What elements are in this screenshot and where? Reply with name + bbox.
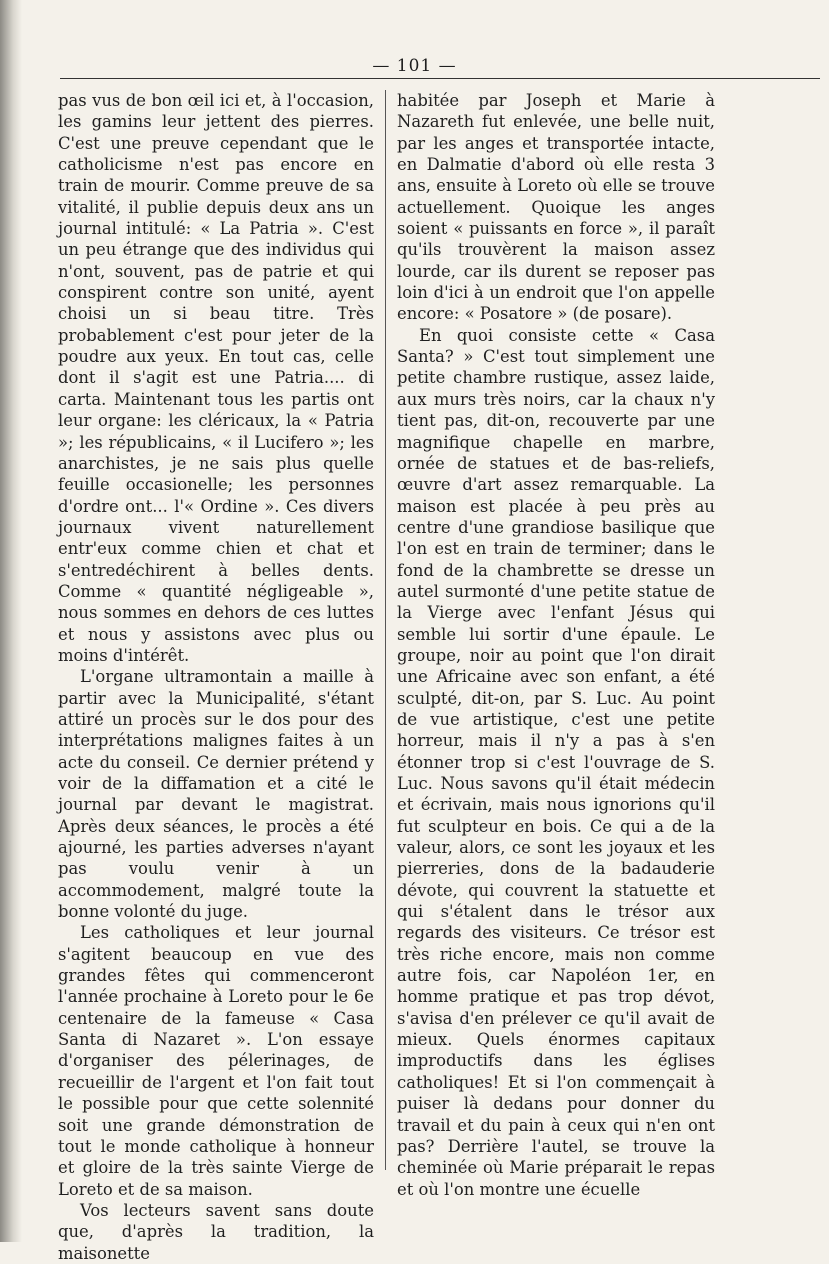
left-column (58, 90, 374, 1264)
paragraph: L'organe ultramontain a maille à partir avec la Municipalité, s'étant attiré un procès sur le dos pour des interprétations malignes faites à un acte du conseil. Ce dernier prétend y voir de la diffamation et a cité le journal par devant le magistrat. Après deux séances, le procès a été ajourné, les parties adverses n'ayant pas voulu venir à un accommodement, malgré toute la bonne volonté du juge. (58, 667, 374, 922)
page-edge-shadow (0, 0, 22, 1242)
column-divider (385, 90, 386, 1170)
page-number: — 101 — (372, 56, 457, 76)
paragraph: Les catholiques et leur journal s'agitent beaucoup en vue des grandes fêtes qui commenceront l'année prochaine à Loreto pour le 6e centenaire de la fameuse « Casa Santa di Nazaret ». L'on essaye d'organiser des pélerinages, de recueillir de l'argent et l'on fait tout le possible pour que cette solennité soit une grande démonstration de tout le monde catholique à honneur et gloire de la très sainte Vierge de Loreto et de sa maison. (58, 923, 374, 1199)
right-column (397, 90, 715, 1200)
paragraph: pas vus de bon œil ici et, à l'occasion, les gamins leur jettent des pierres. C'est une preuve cependant que le catholicisme n'est pas encore en train de mourir. Comme preuve de sa vitalité, il publie depuis deux ans un journal intitulé: « La Patria ». C'est un peu étrange que des individus qui n'ont, souvent, pas de patrie et qui conspirent contre son unité, ayent choisi un si beau titre. Très probablement c'est pour jeter de la poudre aux yeux. En tout cas, celle dont il s'agit est une Patria.... di carta. Maintenant tous les partis ont leur organe: les cléricaux, la « Patria »; les républicains, « il Lucifero »; les anarchistes, je ne sais plus quelle feuille occasionelle; les personnes d'ordre ont... l'« Ordine ». Ces divers journaux vivent naturellement entr'eux comme chien et chat et s'entredéchirent à belles dents. Comme « quantité négligeable », nous sommes en dehors de ces luttes et nous y assistons avec plus ou moins d'intérêt. (58, 91, 374, 665)
paragraph: Vos lecteurs savent sans doute que, d'après la tradition, la maisonette (58, 1200, 374, 1263)
header-rule (60, 78, 820, 79)
paragraph: habitée par Joseph et Marie à Nazareth fut enlevée, une belle nuit, par les anges et transportée intacte, en Dalmatie d'abord où elle resta 3 ans, ensuite à Loreto où elle se trouve actuellement. Quoique les anges soient « puissants en force », il paraît qu'ils trouvèrent la maison assez lourde, car ils durent se reposer pas loin d'ici à un endroit que l'on appelle encore: « Posatore » (de posare). (397, 91, 715, 324)
paragraph: En quoi consiste cette « Casa Santa? » C'est tout simplement une petite chambre rustique, assez laide, aux murs très noirs, car la chaux n'y tient pas, dit-on, recouverte par une magnifique chapelle en marbre, ornée de statues et de bas-reliefs, œuvre d'art assez remarquable. La maison est placée à peu près au centre d'une grandiose basilique que l'on est en train de terminer; dans le fond de la chambrette se dresse un autel surmonté d'une petite statue de la Vierge avec l'enfant Jésus qui semble lui sortir d'une épaule. Le groupe, noir au point que l'on dirait une Africaine avec son enfant, a été sculpté, dit-on, par S. Luc. Au point de vue artistique, c'est une petite horreur, mais il n'y a pas à s'en étonner trop si c'est l'ouvrage de S. Luc. Nous savons qu'il était médecin et écrivain, mais nous ignorions qu'il fut sculpteur en bois. Ce qui a de la valeur, alors, ce sont les joyaux et les pierreries, dons de la badauderie dévote, qui couvrent la statuette et qui s'étalent dans le trésor aux regards des visiteurs. Ce trésor est très riche encore, mais non comme autre fois, car Napoléon 1er, en homme pratique et pas trop dévot, s'avisa d'en prélever ce qu'il avait de mieux. Quels énormes capitaux improductifs dans les églises catholiques! Et si l'on commençait à puiser là dedans pour donner du travail et du pain à ceux qui n'en ont pas? Derrière l'autel, se trouve la cheminée où Marie préparait le repas et où l'on montre une écuelle (397, 325, 715, 1199)
